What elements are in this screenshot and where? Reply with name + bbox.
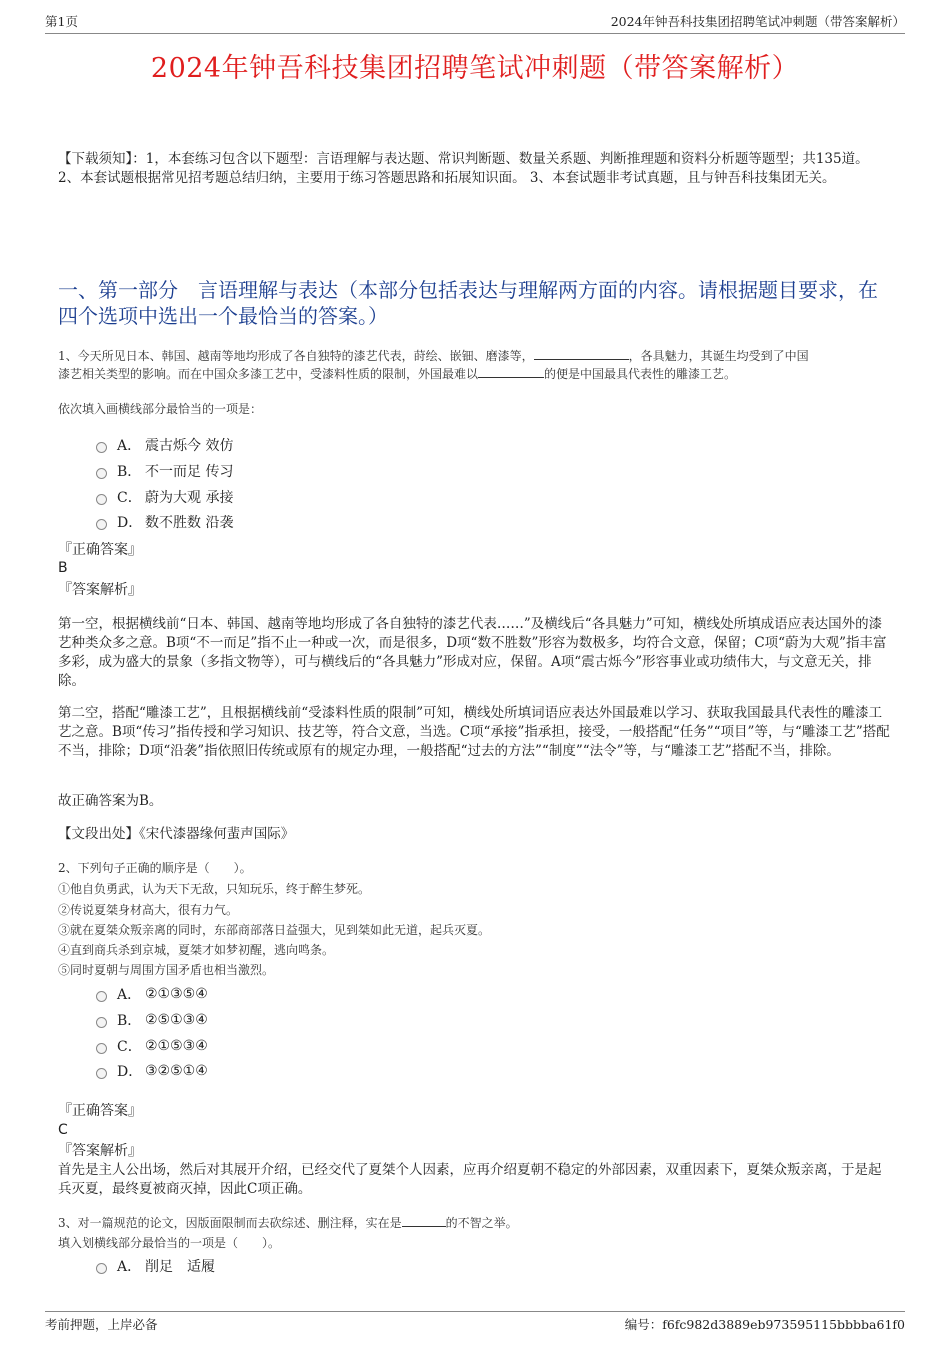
q1-option-c[interactable]: C． 蔚为大观 承接 (96, 487, 233, 507)
q2-analysis-label: 『答案解析』 (58, 1143, 142, 1159)
q1-source: 【文段出处】《宋代漆器缘何蜚声国际》 (58, 826, 295, 842)
q2-option-b[interactable]: B． ②⑤①③④ (96, 1010, 208, 1030)
q1-answer: B (58, 560, 68, 576)
question-2-stem: 2、下列句子正确的顺序是（ ）。 (58, 861, 252, 875)
page-number: 第1页 (45, 14, 78, 29)
q1-option-a[interactable]: A． 震古烁今 效仿 (96, 435, 233, 455)
radio-icon[interactable] (96, 991, 107, 1002)
q1-conclusion: 故正确答案为B。 (58, 793, 163, 809)
q2-option-d[interactable]: D． ③②⑤①④ (96, 1061, 208, 1081)
section-heading: 一、第一部分 言语理解与表达（本部分包括表达与理解两方面的内容。请根据题目要求，在四个选项中选出一个最恰当的答案。） (58, 278, 878, 328)
q2-line-3: ③就在夏桀众叛亲离的同时，东部商部落日益强大，见到桀如此无道，起兵灭夏。 (58, 923, 491, 937)
footer-doc-id: 编号：f6fc982d3889eb973595115bbbba61f0 (624, 1317, 905, 1332)
q1-option-d[interactable]: D． 数不胜数 沿袭 (96, 512, 233, 532)
q1-analysis-2: 第二空，搭配“雕漆工艺”，且根据横线前“受漆料性质的限制”可知，横线处所填词语应表达外国最难以学习、获取我国最具代表性的雕漆工艺之意。B项“传习”指传授和学习知识、技艺等，符合文意，当选。C项“承接”指承担，接受，一般搭配“任务”“项目”等，与“雕漆工艺”搭配不当，排除；D项“沿袭”指依照旧传统或原有的规定办理，一般搭配“过去的方法”“制度”“法令”等，与“雕漆工艺”搭配不当，排除。 (58, 705, 890, 759)
download-notice: 【下载须知】：1，本套练习包含以下题型：言语理解与表达题、常识判断题、数量关系题、判断推理题和资料分析题等题型；共135道。 2、本套试题根据常见招考题总结归纳，主要用于练习答题思路和拓展知识面。 3、本套试题非考试真题，且与钟吾科技集团无关。 (58, 151, 869, 186)
blank-2 (478, 366, 544, 378)
q1-analysis-1: 第一空，根据横线前“日本、韩国、越南等地均形成了各自独特的漆艺代表……”及横线后“各具魅力”可知，横线处所填成语应表达国外的漆艺种类众多之意。B项“不一而足”指不止一种或一次，而是很多，D项“数不胜数”形容为数极多，均符合文意，保留；C项“蔚为大观”指丰富多彩，成为盛大的景象（多指文物等），可与横线后的“各具魅力”形成对应，保留。A项“震古烁今”形容事业或功绩伟大，与文意无关，排除。 (58, 616, 887, 689)
q2-option-c[interactable]: C． ②①⑤③④ (96, 1036, 208, 1056)
q1-analysis-label: 『答案解析』 (58, 582, 142, 598)
q3-option-a[interactable]: A． 削足 适履 (96, 1256, 215, 1276)
q2-line-2: ②传说夏桀身材高大，很有力气。 (58, 903, 239, 917)
radio-icon[interactable] (96, 494, 107, 505)
radio-icon[interactable] (96, 1017, 107, 1028)
header-doc-title: 2024年钟吾科技集团招聘笔试冲刺题（带答案解析） (610, 14, 905, 29)
q2-line-1: ①他自负勇武，认为天下无敌，只知玩乐，终于醉生梦死。 (58, 882, 371, 896)
q2-analysis: 首先是主人公出场，然后对其展开介绍，已经交代了夏桀个人因素，应再介绍夏朝不稳定的外部因素，双重因素下，夏桀众叛亲离，于是起兵灭夏，最终夏被商灭掉，因此C项正确。 (58, 1162, 882, 1197)
q1-answer-label: 『正确答案』 (58, 542, 142, 558)
blank-3 (402, 1215, 446, 1227)
document-title: 2024年钟吾科技集团招聘笔试冲刺题（带答案解析） (150, 53, 800, 84)
q2-answer: C (58, 1122, 68, 1138)
page-footer (45, 1311, 905, 1333)
radio-icon[interactable] (96, 442, 107, 453)
radio-icon[interactable] (96, 1068, 107, 1079)
question-1-prompt: 依次填入画横线部分最恰当的一项是： (58, 402, 263, 416)
footer-slogan: 考前押题，上岸必备 (45, 1317, 158, 1332)
radio-icon[interactable] (96, 519, 107, 530)
q2-option-a[interactable]: A． ②①③⑤④ (96, 984, 208, 1004)
q2-line-5: ⑤同时夏朝与周围方国矛盾也相当激烈。 (58, 963, 275, 977)
radio-icon[interactable] (96, 1043, 107, 1054)
radio-icon[interactable] (96, 468, 107, 479)
q1-option-b[interactable]: B． 不一而足 传习 (96, 461, 233, 481)
page-header (45, 14, 905, 34)
q2-line-4: ④直到商兵杀到京城，夏桀才如梦初醒，逃向鸣条。 (58, 943, 335, 957)
radio-icon[interactable] (96, 1263, 107, 1274)
question-1-stem: 1、今天所见日本、韩国、越南等地均形成了各自独特的漆艺代表，莳绘、嵌钿、磨漆等， ，各具魅力，其诞生均受到了中国 漆艺相关类型的影响。而在中国众多漆工艺中，受漆料性质的限制，外国最难以 的便是中国最具代表性的雕漆工艺。 (58, 349, 809, 381)
question-3-stem: 3、对一篇规范的论文，因版面限制而去砍综述、删注释，实在是 的不智之举。 (58, 1216, 518, 1230)
question-3-prompt: 填入划横线部分最恰当的一项是（ ）。 (58, 1236, 281, 1250)
q2-answer-label: 『正确答案』 (58, 1103, 142, 1119)
blank-1 (534, 348, 629, 360)
